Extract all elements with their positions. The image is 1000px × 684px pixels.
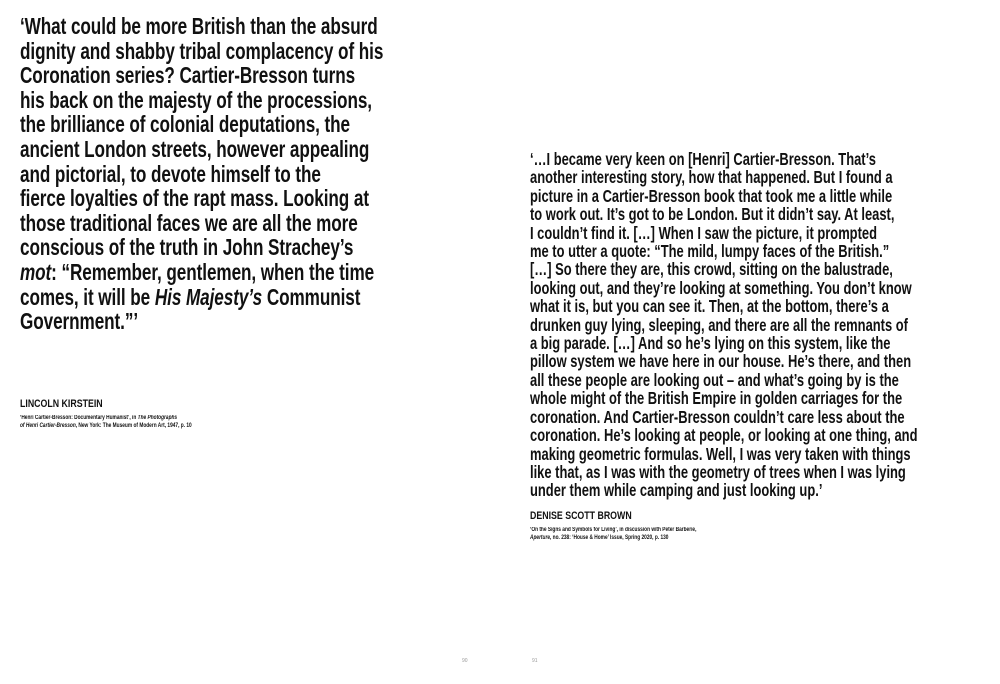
text-line (530, 205, 917, 223)
text-segment: me to utter a quote: “The mild, lumpy faces of the British.” (530, 241, 890, 262)
text-segment: fierce loyalties of the rapt mass. Looking at (20, 185, 369, 212)
text-segment: to work out. It’s got to be London. But it didn’t say. At least, (530, 204, 895, 225)
italic-segment: Aperture (530, 535, 551, 541)
page-number-right: 91 (532, 658, 538, 664)
text-line (530, 526, 696, 534)
text-segment: picture in a Cartier-Bresson book that took me a little while (530, 185, 893, 206)
italic-segment: mot (20, 258, 52, 285)
right-quote (530, 150, 917, 500)
text-line (530, 389, 917, 407)
italic-segment: His Majesty’s (154, 283, 263, 310)
text-segment: coronation. And Cartier-Bresson couldn’t care less about the (530, 406, 905, 427)
text-line (530, 426, 917, 444)
text-line (530, 371, 917, 389)
text-line (20, 422, 192, 430)
text-segment: coronation. He’s looking at people, or looking at one thing, and (530, 425, 918, 446)
text-line (530, 168, 917, 186)
text-segment: Government.”’ (20, 308, 139, 335)
text-segment: , no. 238: ‘House & Home’ Issue, Spring 2020, p. 130 (550, 535, 669, 541)
text-segment: those traditional faces we are all the more (20, 209, 358, 236)
text-line (530, 316, 917, 334)
text-segment: Coronation series? Cartier-Bresson turns (20, 62, 356, 89)
text-line (20, 14, 383, 39)
text-segment: looking out, and they’re looking at something. You don’t know (530, 277, 912, 298)
text-line (20, 63, 383, 88)
italic-segment: of Henri Cartier-Bresson (20, 423, 76, 429)
text-line (20, 211, 383, 236)
text-segment: his back on the majesty of the processions, (20, 86, 372, 113)
text-segment: ‘What could be more British than the absurd (20, 13, 378, 39)
text-segment: drunken guy lying, sleeping, and there are all the remnants of (530, 314, 908, 335)
text-line (530, 150, 917, 168)
text-segment: making geometric formulas. Well, I was very taken with things (530, 443, 911, 464)
text-segment: under them while camping and just looking up.’ (530, 480, 823, 501)
text-segment: , New York: The Museum of Modern Art, 1947, p. 10 (75, 423, 192, 429)
left-author: LINCOLN KIRSTEIN (20, 398, 103, 410)
text-line (530, 352, 917, 370)
text-segment: : “Remember, gentlemen, when the time (51, 258, 375, 285)
left-citation (20, 414, 192, 430)
text-line (530, 279, 917, 297)
text-segment: like that, as I was with the geometry of trees when I was lying (530, 461, 906, 482)
text-line (530, 408, 917, 426)
right-citation (530, 526, 696, 542)
text-line (20, 162, 383, 187)
text-line (20, 112, 383, 137)
left-quote (20, 14, 383, 334)
text-segment: whole might of the British Empire in golden carriages for the (530, 388, 903, 409)
text-line (530, 334, 917, 352)
text-segment: all these people are looking out – and what’s going by is the (530, 369, 899, 390)
text-segment: dignity and shabby tribal complacency of his (20, 37, 384, 64)
text-segment: the brilliance of colonial deputations, the (20, 111, 351, 138)
text-line (20, 88, 383, 113)
text-line (20, 285, 383, 310)
text-line (530, 445, 917, 463)
text-segment: what it is, but you can see it. Then, at the bottom, there’s a (530, 296, 889, 317)
text-segment: and pictorial, to devote himself to the (20, 160, 321, 187)
text-line (530, 187, 917, 205)
text-line (20, 39, 383, 64)
text-segment: I couldn’t find it. […] When I saw the picture, it prompted (530, 222, 877, 243)
text-line (530, 534, 696, 542)
text-line (20, 260, 383, 285)
text-segment: conscious of the truth in John Strachey’s (20, 234, 354, 261)
text-line (530, 297, 917, 315)
text-segment: ‘Henri Cartier-Bresson: Documentary Humanist’, in (20, 415, 138, 421)
text-segment: pillow system we have here in our house. He’s there, and then (530, 351, 912, 372)
text-segment: another interesting story, how that happened. But I found a (530, 167, 893, 188)
text-line (530, 481, 917, 499)
text-line (20, 137, 383, 162)
text-line (530, 242, 917, 260)
page-number-left: 90 (462, 658, 468, 664)
text-segment: a big parade. […] And so he’s lying on this system, like the (530, 333, 891, 354)
text-segment: ‘On the Signs and Symbols for Living’, in discussion with Peter Barberie, (530, 527, 697, 533)
text-line (20, 235, 383, 260)
text-segment: Communist (262, 283, 361, 310)
text-line (20, 414, 192, 422)
text-segment: ‘…I became very keen on [Henri] Cartier-Bresson. That’s (530, 149, 876, 169)
text-line (20, 309, 383, 334)
text-line (530, 224, 917, 242)
text-segment: comes, it will be (20, 283, 155, 310)
text-line (530, 463, 917, 481)
text-line (20, 186, 383, 211)
text-line (530, 260, 917, 278)
text-segment: […] So there they are, this crowd, sitting on the balustrade, (530, 259, 893, 280)
right-author: DENISE SCOTT BROWN (530, 510, 632, 522)
text-segment: ancient London streets, however appealing (20, 135, 370, 162)
italic-segment: The Photographs (137, 415, 178, 421)
